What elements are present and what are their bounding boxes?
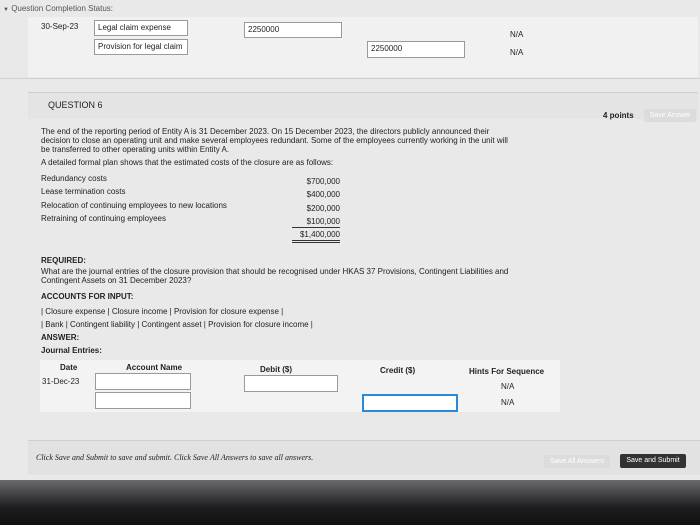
account-name-input-2[interactable]: [95, 392, 191, 409]
cost-total: $1,400,000: [292, 230, 340, 243]
accounts-list-line-1: | Closure expense | Closure income | Provision for closure expense |: [41, 307, 284, 316]
footer-instruction: Click Save and Submit to save and submit. Click Save All Answers to save all answers.: [36, 453, 314, 462]
save-all-answers-button[interactable]: Save All Answers: [544, 455, 610, 468]
save-answer-button[interactable]: Save Answer: [644, 109, 696, 122]
account-name-input-1[interactable]: [95, 373, 191, 390]
cost-label-1: Redundancy costs: [41, 174, 107, 183]
journal-entries-label: Journal Entries:: [41, 346, 102, 355]
accounts-label: ACCOUNTS FOR INPUT:: [41, 292, 134, 301]
credit-input-2[interactable]: [362, 394, 458, 412]
col-header-date: Date: [60, 363, 78, 372]
cost-amount-4: $100,000: [292, 217, 340, 228]
accounts-list-line-2: | Bank | Contingent liability | Contingent asset | Provision for closure income |: [41, 320, 313, 329]
prev-hint-1: N/A: [510, 30, 524, 39]
col-header-hints: Hints For Sequence: [469, 367, 545, 376]
completion-status-label: Question Completion Status:: [11, 4, 114, 13]
required-text-line-2: Contingent Assets on 31 December 2023?: [41, 276, 192, 285]
col-header-account: Account Name: [126, 363, 183, 372]
prev-hint-2: N/A: [510, 48, 524, 57]
question-text-line-1: The end of the reporting period of Entity A is 31 December 2023. On 15 December 2023, the directors publicly announced their: [41, 127, 490, 136]
prev-credit-input-2[interactable]: 2250000: [367, 41, 465, 58]
question-text-costs-intro: A detailed formal plan shows that the estimated costs of the closure are as follows:: [41, 158, 334, 167]
question-text-line-3: be transferred to other operating units within Entity A.: [41, 145, 230, 154]
col-header-debit: Debit ($): [260, 365, 292, 374]
cost-amount-2: $400,000: [306, 190, 340, 199]
required-label: REQUIRED:: [41, 256, 86, 265]
hint-1: N/A: [501, 382, 515, 391]
cost-label-2: Lease termination costs: [41, 187, 126, 196]
cost-amount-3: $200,000: [306, 204, 340, 213]
col-header-credit: Credit ($): [380, 366, 416, 375]
device-bezel: [0, 480, 700, 525]
prev-date: 30-Sep-23: [41, 22, 79, 31]
debit-input-1[interactable]: [244, 375, 338, 392]
divider: [0, 78, 700, 79]
hint-2: N/A: [501, 398, 515, 407]
answer-label: ANSWER:: [41, 333, 80, 342]
cost-label-4: Retraining of continuing employees: [41, 214, 166, 223]
required-text-line-1: What are the journal entries of the closure provision that should be recognised under HKAS 37 Provisions, Contingent Liabilities and: [41, 267, 509, 276]
question-text-line-2: decision to close an operating unit and make several employees redundant. Some of the employees currently working in the unit will: [41, 136, 508, 145]
chevron-down-icon: ▼: [3, 7, 9, 13]
prev-debit-input-1[interactable]: 2250000: [244, 22, 342, 38]
question-header: [28, 92, 698, 119]
question-title: QUESTION 6: [48, 100, 103, 110]
prev-account-input-1[interactable]: Legal claim expense: [94, 20, 188, 36]
cost-amount-1: $700,000: [306, 177, 340, 186]
prev-account-input-2[interactable]: Provision for legal claim: [94, 39, 188, 55]
question-points: 4 points: [603, 111, 634, 120]
cost-label-3: Relocation of continuing employees to new locations: [41, 201, 227, 210]
journal-date: 31-Dec-23: [42, 377, 80, 386]
completion-status[interactable]: [3, 4, 113, 15]
save-and-submit-button[interactable]: Save and Submit: [620, 454, 686, 468]
